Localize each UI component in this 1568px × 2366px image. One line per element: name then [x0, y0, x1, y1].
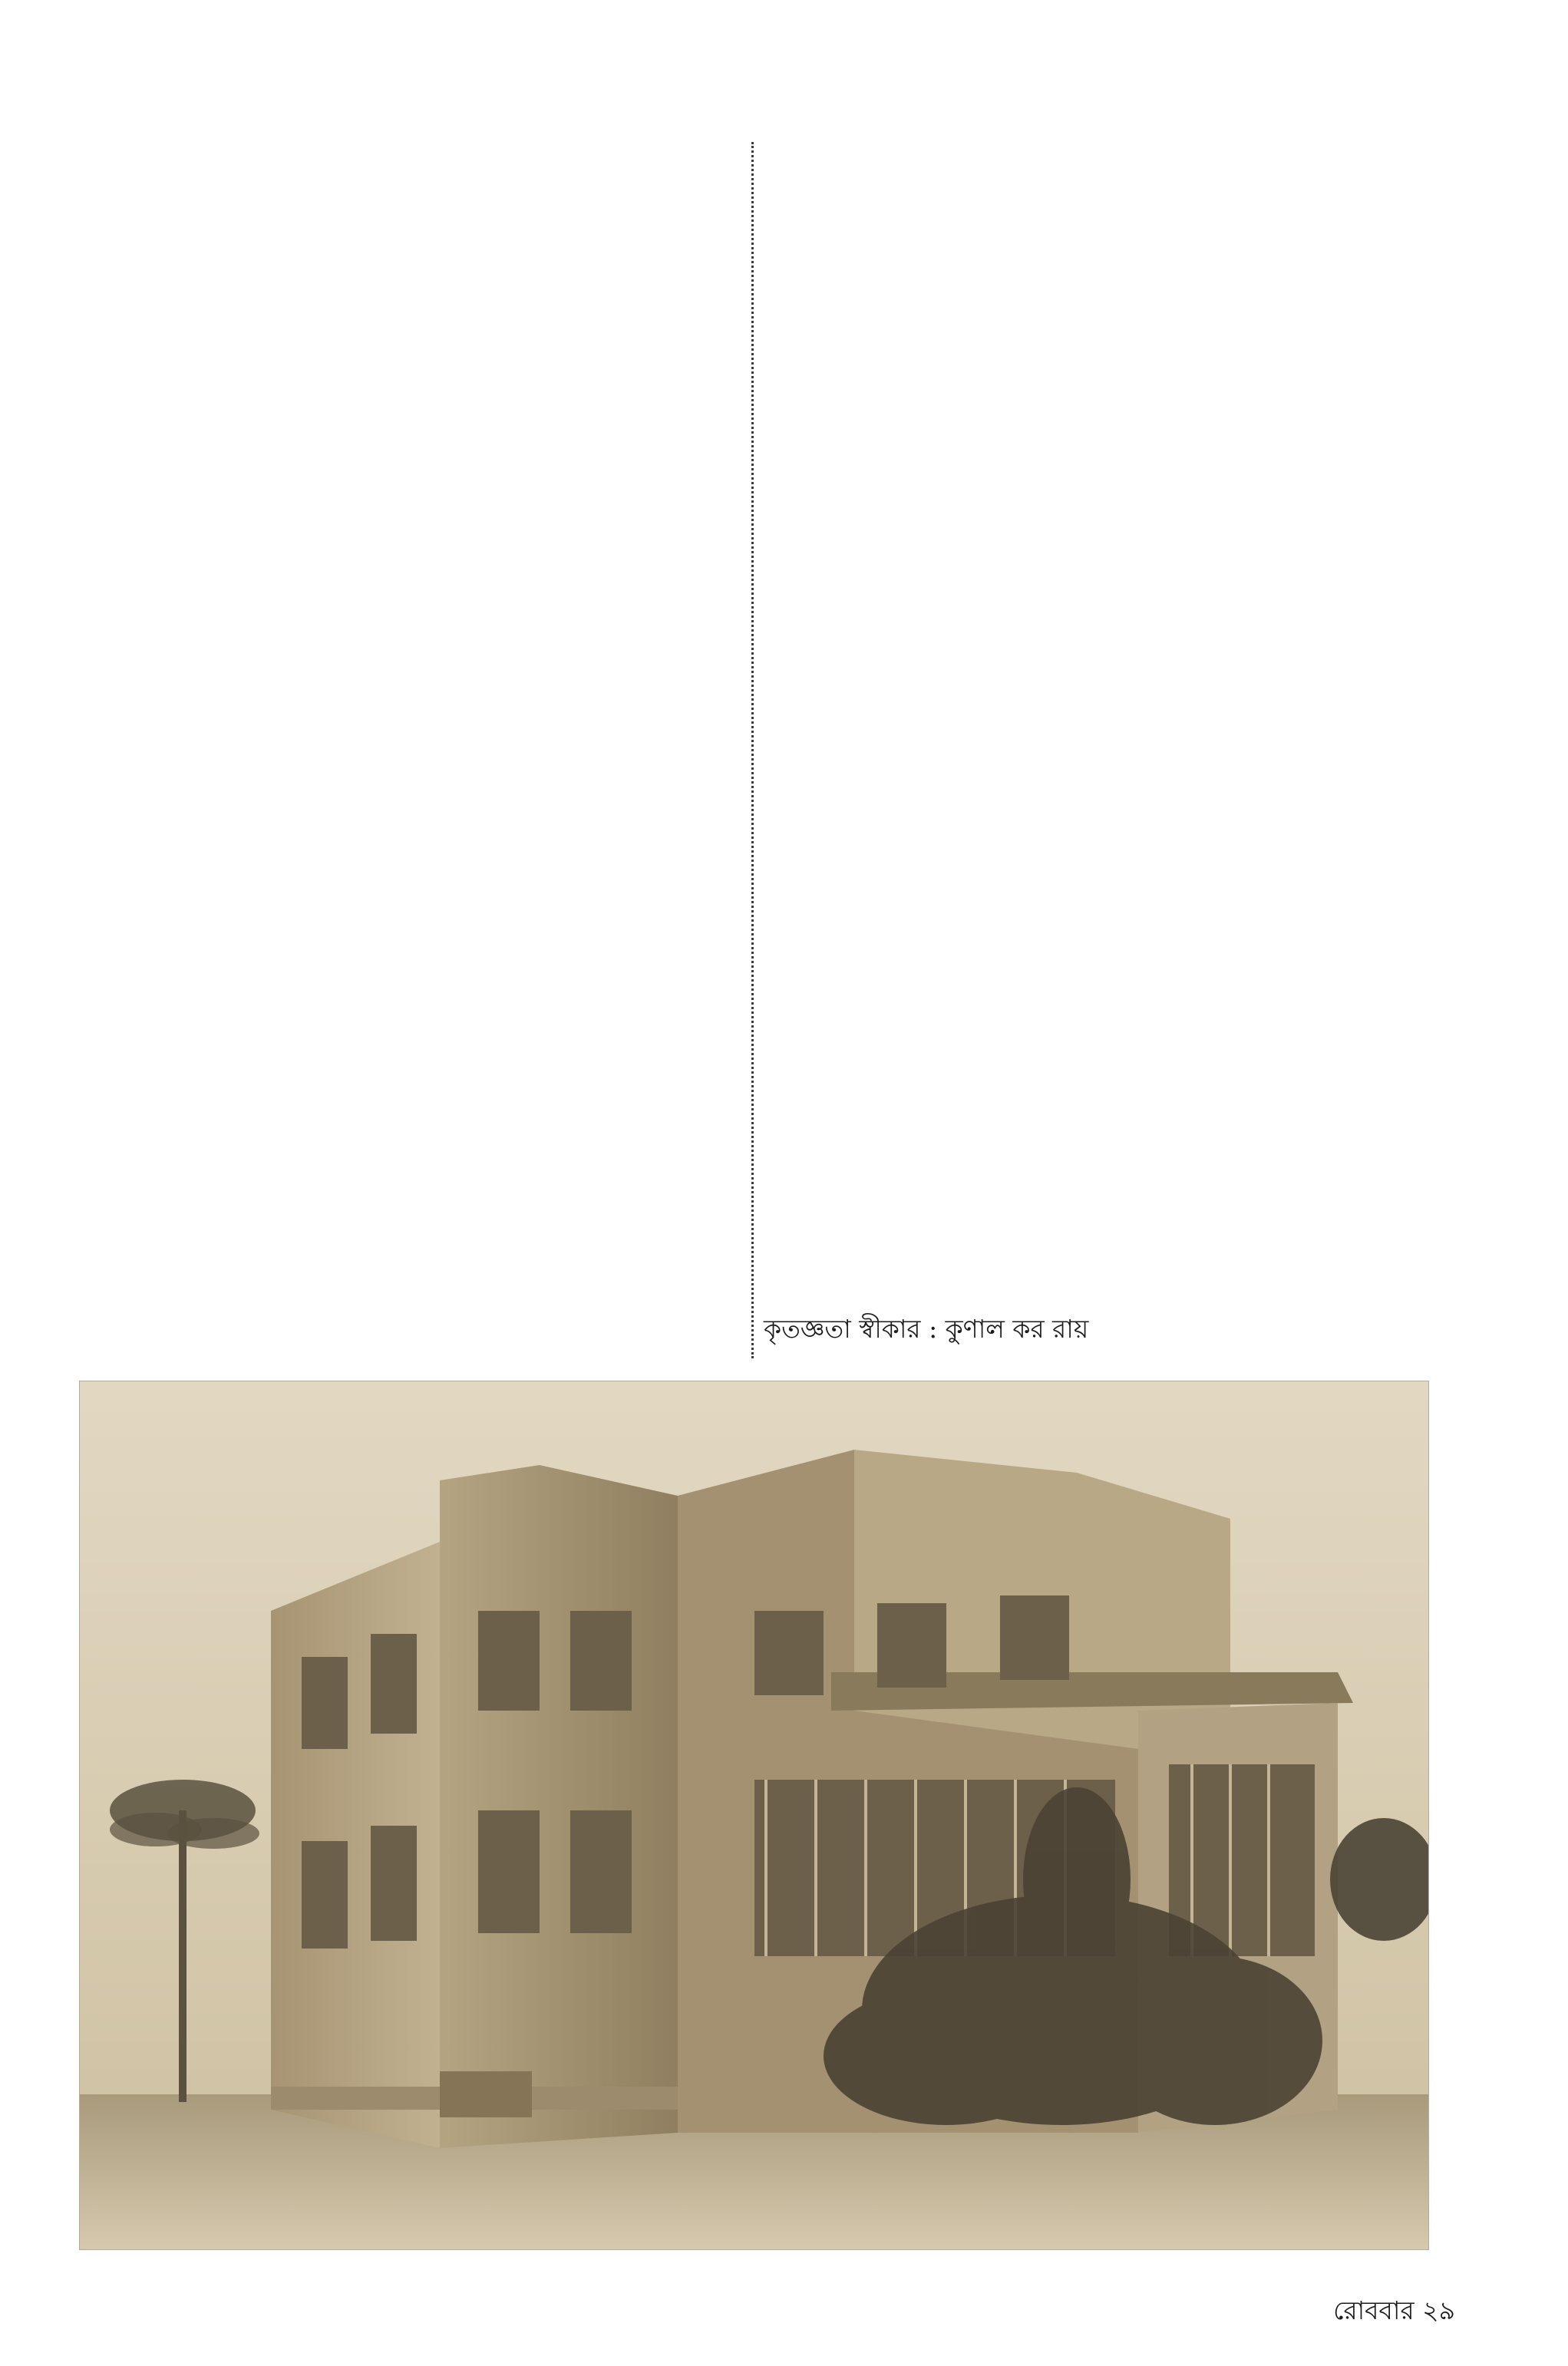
article-column-left: [79, 140, 741, 1361]
column-divider: [751, 142, 754, 1358]
house-photograph: [79, 1381, 1429, 2250]
page-footer: রোববার ২৯: [1333, 2295, 1455, 2325]
acknowledgment: কৃতজ্ঞতা স্বীকার : কুণাল কর রায়: [764, 1314, 1089, 1344]
article-column-right: [764, 140, 1428, 1361]
